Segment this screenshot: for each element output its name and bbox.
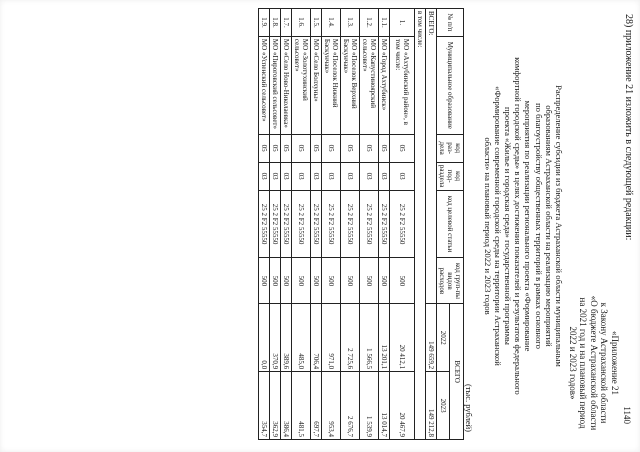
cell-group: 500 (390, 258, 415, 304)
appendix-line: 2022 и 2023 годов» (568, 326, 578, 400)
cell-name: МО «Золотухинский сельсовет» (292, 36, 311, 134)
cell-num: 1.6. (292, 9, 311, 37)
cell-group: 500 (322, 258, 341, 304)
table-row (270, 9, 281, 440)
cell-subsection: 03 (341, 162, 360, 190)
title-line: проекта «Жилье и городская среда» государственной программы (502, 107, 513, 345)
cell-2023: 1 539,9 (360, 372, 379, 440)
appendix-line: к Закону Астраханской области (599, 302, 610, 424)
cell-target: 25 2 F2 55550 (390, 190, 415, 258)
header-total: ВСЕГО (450, 304, 464, 440)
cell-group: 500 (311, 258, 322, 304)
table-row (379, 9, 390, 440)
cell-target: 25 2 F2 55550 (341, 190, 360, 258)
cell-group: 500 (379, 258, 390, 304)
cell-name: МО «Село Ново-Николаевка» (281, 36, 292, 134)
cell-subsection: 03 (259, 162, 270, 190)
header-group: код груп-пы видов расходов (437, 258, 464, 304)
cell-name: МО «Капустиноярский сельсовет» (360, 36, 379, 134)
table-row (322, 9, 341, 440)
table-row-in-total (415, 9, 426, 440)
title-line: «Формирование современной городской среды на территории Астраханской (492, 86, 503, 366)
header-municipality: Муниципальное образование (437, 36, 464, 134)
cell-2023: 2 676,7 (341, 372, 360, 440)
in-total-label: в том числе: (415, 9, 426, 440)
total-2022: 149 659,2 (426, 304, 437, 372)
total-2023: 149 212,8 (426, 372, 437, 440)
table-row (259, 9, 270, 440)
cell-2022: 389,6 (281, 304, 292, 372)
cell-section: 05 (379, 134, 390, 162)
total-label: ВСЕГО: (426, 9, 437, 304)
cell-subsection: 03 (270, 162, 281, 190)
cell-group: 500 (292, 258, 311, 304)
cell-group: 500 (360, 258, 379, 304)
title-line: мероприятия по реализации регионального проекта «Формирование (523, 100, 534, 352)
cell-2022: 20 412,1 (390, 304, 415, 372)
cell-2022: 2 725,6 (341, 304, 360, 372)
table-row (360, 9, 379, 440)
cell-section: 05 (270, 134, 281, 162)
cell-subsection: 03 (360, 162, 379, 190)
units-label: (тыс. рублей) (464, 383, 474, 432)
cell-name: МО «Поселок Верхний Баскунчак» (341, 36, 360, 134)
cell-2023: 354,7 (259, 372, 270, 440)
subsidy-table (258, 8, 464, 440)
cell-target: 25 2 F2 55550 (322, 190, 341, 258)
header-2023: 2023 (437, 372, 451, 440)
cell-2022: 13 201,1 (379, 304, 390, 372)
header-target: код целевой статьи (437, 190, 464, 258)
table-row (341, 9, 360, 440)
table-row (390, 9, 415, 440)
table-row-total (426, 9, 437, 440)
cell-group: 500 (281, 258, 292, 304)
cell-2023: 953,4 (322, 372, 341, 440)
header-2022: 2022 (437, 304, 451, 372)
cell-name: МО «Пироговский сельсовет» (270, 36, 281, 134)
header-subsection: код под-раздела (437, 162, 464, 190)
cell-section: 05 (360, 134, 379, 162)
cell-2022: 1 566,5 (360, 304, 379, 372)
cell-2022: 370,9 (270, 304, 281, 372)
cell-name: МО «Поселок Нижний Баскунчак» (322, 36, 341, 134)
page-number: 1140 (622, 406, 632, 424)
cell-name: МО «Успенский сельсовет» (259, 36, 270, 134)
cell-subsection: 03 (281, 162, 292, 190)
cell-section: 05 (259, 134, 270, 162)
cell-group: 500 (270, 258, 281, 304)
title-line: образованиям Астраханской области на реализацию мероприятий (543, 105, 554, 347)
cell-target: 25 2 F2 55550 (360, 190, 379, 258)
header-num: № п/п (437, 9, 464, 37)
title-line: комфортной городской среды» в целях достижения показателей и результатов федерального (513, 57, 524, 395)
cell-num: 1.7. (281, 9, 292, 37)
cell-name: МО «Город Ахтубинск» (379, 36, 390, 134)
appendix-note (568, 288, 621, 438)
cell-target: 25 2 F2 55550 (379, 190, 390, 258)
cell-subsection: 03 (311, 162, 322, 190)
cell-name: МО «Ахтубинский район», в том числе: (390, 36, 415, 134)
cell-2022: 485,0 (292, 304, 311, 372)
amendment-heading: 28) приложение 21 изложить в следующей редакции: (623, 14, 634, 241)
cell-target: 25 2 F2 55550 (259, 190, 270, 258)
cell-section: 05 (281, 134, 292, 162)
cell-section: 05 (341, 134, 360, 162)
cell-target: 25 2 F2 55550 (311, 190, 322, 258)
header-section: код раз-дела (437, 134, 464, 162)
table-row (311, 9, 322, 440)
title-line: по благоустройству общественных территорий в рамках основного (533, 103, 544, 349)
cell-section: 05 (322, 134, 341, 162)
cell-2023: 481,5 (292, 372, 311, 440)
cell-num: 1.4. (322, 9, 341, 37)
cell-section: 05 (292, 134, 311, 162)
cell-target: 25 2 F2 55550 (292, 190, 311, 258)
document-title (482, 10, 564, 442)
cell-num: 1.5. (311, 9, 322, 37)
cell-num: 1.2. (360, 9, 379, 37)
cell-group: 500 (341, 258, 360, 304)
appendix-line: на 2021 год и на плановый период (578, 297, 589, 429)
cell-2023: 386,4 (281, 372, 292, 440)
cell-group: 500 (259, 258, 270, 304)
cell-num: 1.8. (270, 9, 281, 37)
cell-2023: 13 014,7 (379, 372, 390, 440)
cell-num: 1.1. (379, 9, 390, 37)
cell-target: 25 2 F2 55550 (281, 190, 292, 258)
title-line: Распределение субсидии из бюджета Астраханской области муниципальным (554, 85, 564, 367)
cell-subsection: 03 (322, 162, 341, 190)
cell-section: 05 (390, 134, 415, 162)
table-row (281, 9, 292, 440)
cell-subsection: 03 (390, 162, 415, 190)
appendix-line: «О бюджете Астраханской области (589, 295, 599, 431)
cell-subsection: 03 (292, 162, 311, 190)
cell-2023: 362,9 (270, 372, 281, 440)
cell-2022: 0,0 (259, 304, 270, 372)
cell-num: 1. (390, 9, 415, 37)
cell-2022: 706,4 (311, 304, 322, 372)
cell-section: 05 (311, 134, 322, 162)
cell-subsection: 03 (379, 162, 390, 190)
cell-num: 1.3. (341, 9, 360, 37)
cell-2023: 20 467,9 (390, 372, 415, 440)
cell-name: МО «Село Болхуны» (311, 36, 322, 134)
cell-2023: 697,7 (311, 372, 322, 440)
appendix-line: «Приложение 21 (610, 330, 620, 396)
cell-2022: 971,0 (322, 304, 341, 372)
title-line: области» на плановый период 2022 и 2023 годов (482, 137, 493, 315)
cell-num: 1.9. (259, 9, 270, 37)
table-row (292, 9, 311, 440)
cell-target: 25 2 F2 55550 (270, 190, 281, 258)
